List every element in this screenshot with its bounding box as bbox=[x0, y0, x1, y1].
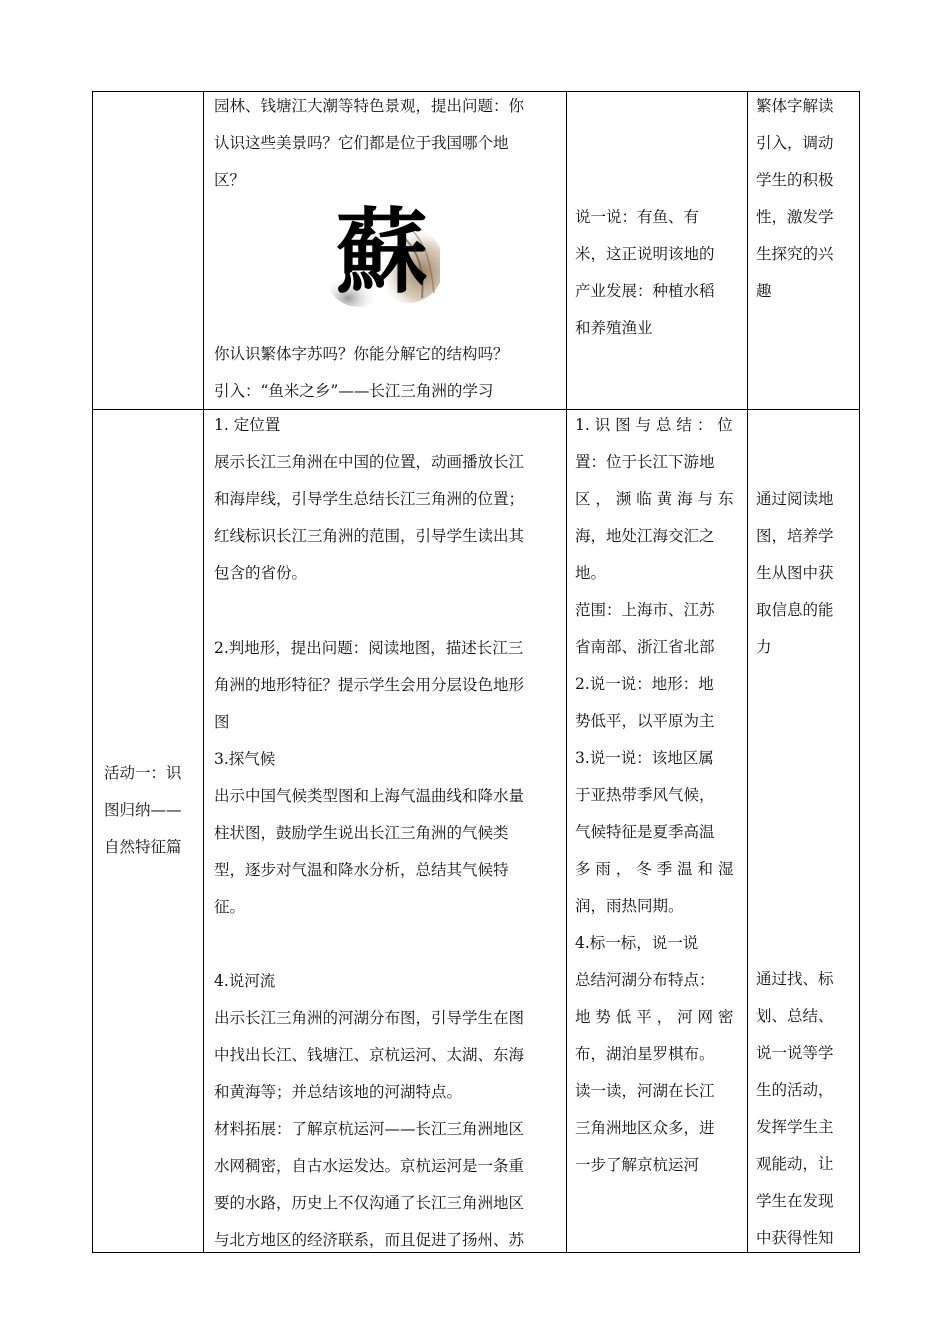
text-line: 润，雨热同期。 bbox=[575, 897, 684, 915]
text-line: 包含的省份。 bbox=[214, 564, 308, 582]
text-line: 园林、钱塘江大潮等特色景观，提出问题：你 bbox=[214, 97, 525, 115]
row2-design-intent-maps bbox=[756, 481, 852, 666]
text-line: 气候特征是夏季高温 bbox=[575, 823, 715, 841]
row1-design-intent bbox=[756, 88, 852, 310]
text-line: 图，培养学 bbox=[756, 527, 834, 545]
text-line: 总结河湖分布特点： bbox=[575, 971, 715, 989]
text-line: 水网稠密，自古水运发达。京杭运河是一条重 bbox=[214, 1157, 525, 1175]
text-line: 布，湖泊星罗棋布。 bbox=[575, 1045, 715, 1063]
text-line: 划、总结、 bbox=[756, 1007, 834, 1025]
row1-student-activity bbox=[575, 199, 739, 347]
text-line: 出示中国气候类型图和上海气温曲线和降水量 bbox=[214, 787, 525, 805]
row2-design-intent-activities bbox=[756, 961, 852, 1257]
text-line: 中找出长江、钱塘江、京杭运河、太湖、东海 bbox=[214, 1046, 525, 1064]
text-line: 3.探气候 bbox=[214, 750, 276, 768]
traditional-su-character-image bbox=[330, 198, 440, 308]
text-line: 你认识繁体字苏吗？你能分解它的结构吗？ bbox=[214, 345, 509, 363]
text-line: 读一读，河湖在长江 bbox=[575, 1082, 715, 1100]
text-line: 自然特征篇 bbox=[104, 838, 182, 856]
row2-teacher-activity-locate bbox=[214, 407, 558, 592]
text-line: 取信息的能 bbox=[756, 601, 834, 619]
text-line: 三角洲地区众多，进 bbox=[575, 1119, 715, 1137]
text-line: 多 雨 ， 冬 季 温 和 湿 bbox=[575, 860, 734, 878]
text-line: 观能动，让 bbox=[756, 1155, 834, 1173]
row2-teacher-activity-terrain-climate bbox=[214, 630, 558, 926]
text-line: 范围：上海市、江苏 bbox=[575, 601, 715, 619]
text-line: 生探究的兴 bbox=[756, 245, 834, 263]
text-line: 地。 bbox=[575, 564, 607, 582]
text-line: 和海岸线，引导学生总结长江三角洲的位置； bbox=[214, 490, 525, 508]
text-line: 说一说：有鱼、有 bbox=[575, 208, 700, 226]
text-line: 生从图中获 bbox=[756, 564, 834, 582]
column-divider-3 bbox=[747, 91, 748, 1253]
text-line: 2.说一说：地形：地 bbox=[575, 675, 714, 693]
text-line: 通过找、标 bbox=[756, 970, 834, 988]
big-character: 蘇 bbox=[336, 198, 429, 306]
text-line: 出示长江三角洲的河湖分布图，引导学生在图 bbox=[214, 1009, 525, 1027]
text-line: 材料拓展：了解京杭运河——长江三角洲地区 bbox=[214, 1120, 525, 1138]
text-line: 米，这正说明该地的 bbox=[575, 245, 715, 263]
text-line: 活动一：识 bbox=[104, 764, 182, 782]
row2-teacher-activity-rivers bbox=[214, 963, 558, 1259]
text-line: 认识这些美景吗？它们都是位于我国哪个地 bbox=[214, 134, 509, 152]
text-line: 要的水路，历史上不仅沟通了长江三角洲地区 bbox=[214, 1194, 525, 1212]
text-line: 趣 bbox=[756, 282, 772, 300]
text-line: 柱状图，鼓励学生说出长江三角洲的气候类 bbox=[214, 824, 509, 842]
text-line: 3.说一说：该地区属 bbox=[575, 749, 714, 767]
text-line: 学生的积极 bbox=[756, 171, 834, 189]
text-line: 力 bbox=[756, 638, 772, 656]
text-line: 图 bbox=[214, 713, 230, 731]
text-line: 1. 定位置 bbox=[214, 416, 281, 434]
text-line: 海，地处江海交汇之 bbox=[575, 527, 715, 545]
text-line: 展示长江三角洲在中国的位置，动画播放长江 bbox=[214, 453, 525, 471]
row2-activity-title bbox=[104, 755, 200, 866]
column-divider-2 bbox=[566, 91, 567, 1253]
text-line: 发挥学生主 bbox=[756, 1118, 834, 1136]
text-line: 和养殖渔业 bbox=[575, 319, 653, 337]
text-line: 通过阅读地 bbox=[756, 490, 834, 508]
text-line: 于亚热带季风气候， bbox=[575, 786, 715, 804]
text-line: 征。 bbox=[214, 898, 246, 916]
text-line: 地 势 低 平 ， 河 网 密 bbox=[575, 1008, 734, 1026]
row1-teacher-activity bbox=[214, 88, 558, 199]
text-line: 引入，调动 bbox=[756, 134, 834, 152]
text-line: 性，激发学 bbox=[756, 208, 834, 226]
text-line: 4.标一标，说一说 bbox=[575, 934, 699, 952]
text-line: 说一说等学 bbox=[756, 1044, 834, 1062]
table-left-border bbox=[92, 91, 93, 1253]
text-line: 和黄海等；并总结该地的河湖特点。 bbox=[214, 1083, 463, 1101]
text-line: 4.说河流 bbox=[214, 972, 276, 990]
text-line: 2.判地形，提出问题：阅读地图，描述长江三 bbox=[214, 639, 524, 657]
text-line: 省南部、浙江省北部 bbox=[575, 638, 715, 656]
text-line: 区？ bbox=[214, 171, 246, 189]
text-line: 置：位于长江下游地 bbox=[575, 453, 715, 471]
text-line: 生的活动， bbox=[756, 1081, 834, 1099]
table-right-border bbox=[859, 91, 860, 1253]
text-line: 1. 识 图 与 总 结 ： 位 bbox=[575, 416, 733, 434]
text-line: 区 ， 濒 临 黄 海 与 东 bbox=[575, 490, 734, 508]
text-line: 繁体字解读 bbox=[756, 97, 834, 115]
text-line: 引入：“鱼米之乡”——长江三角洲的学习 bbox=[214, 382, 494, 400]
row2-student-activity bbox=[575, 407, 739, 1184]
text-line: 学生在发现 bbox=[756, 1192, 834, 1210]
text-line: 红线标识长江三角洲的范围，引导学生读出其 bbox=[214, 527, 525, 545]
text-line: 型，逐步对气温和降水分析，总结其气候特 bbox=[214, 861, 509, 879]
column-divider-1 bbox=[203, 91, 204, 1253]
text-line: 产业发展：种植水稻 bbox=[575, 282, 715, 300]
text-line: 中获得性知 bbox=[756, 1229, 834, 1247]
text-line: 势低平，以平原为主 bbox=[575, 712, 715, 730]
text-line: 角洲的地形特征？提示学生会用分层设色地形 bbox=[214, 676, 525, 694]
text-line: 一步了解京杭运河 bbox=[575, 1156, 700, 1174]
text-line: 图归纳—— bbox=[104, 801, 182, 819]
row1-teacher-activity-continued bbox=[214, 336, 558, 410]
text-line: 与北方地区的经济联系，而且促进了扬州、苏 bbox=[214, 1231, 525, 1249]
